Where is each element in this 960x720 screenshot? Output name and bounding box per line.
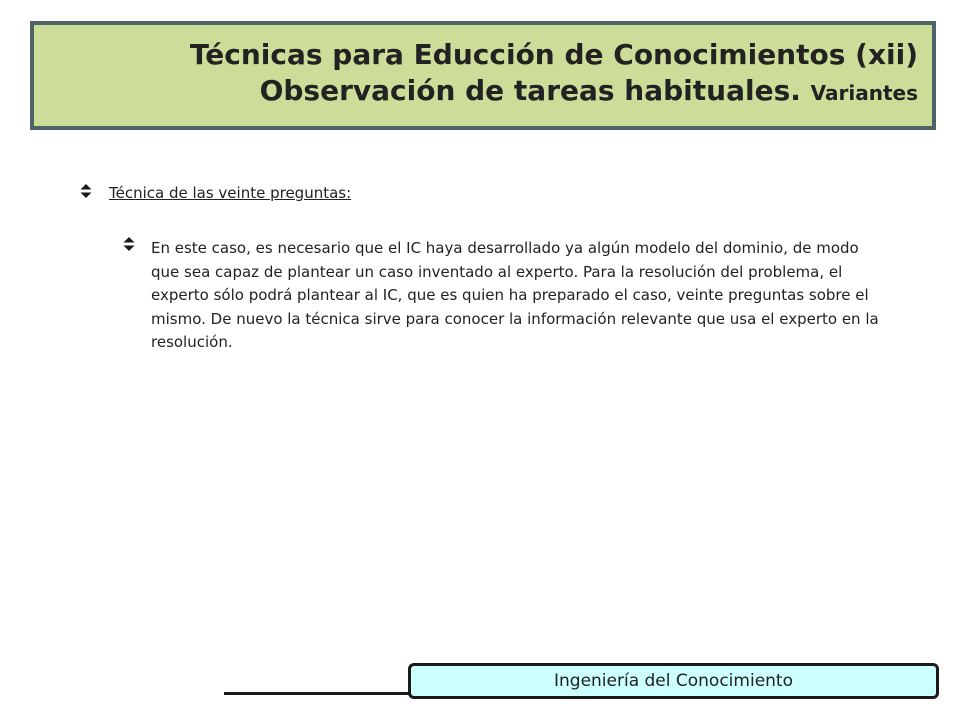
slide-title-suffix: Variantes xyxy=(810,81,918,105)
level1-bullet-text: Técnica de las veinte preguntas: xyxy=(109,184,352,202)
slide-title-line-1: Técnicas para Educción de Conocimientos (xii) xyxy=(189,38,918,71)
footer-label: Ingeniería del Conocimiento xyxy=(553,671,793,691)
diamond-arrows-icon xyxy=(123,237,135,251)
slide-title-line-2-main: Observación de tareas habituales. xyxy=(259,74,801,107)
footer-box xyxy=(408,663,939,699)
level2-bullet-text: En este caso, es necesario que el IC haya desarrollado ya algún modelo del dominio, de modo que sea capaz de plantear un caso inventado al experto. Para la resolución del problema, el experto sólo podrá plantear al IC, que es quien ha preparado el caso, veinte preguntas sobre el mismo. De nuevo la técnica sirve para conocer la información relevante que usa el experto en la resolución. xyxy=(151,239,879,351)
diamond-arrows-icon xyxy=(80,184,92,198)
slide-title-line-2 xyxy=(260,74,918,107)
slide-title-box xyxy=(30,21,936,130)
footer-divider xyxy=(224,692,414,695)
